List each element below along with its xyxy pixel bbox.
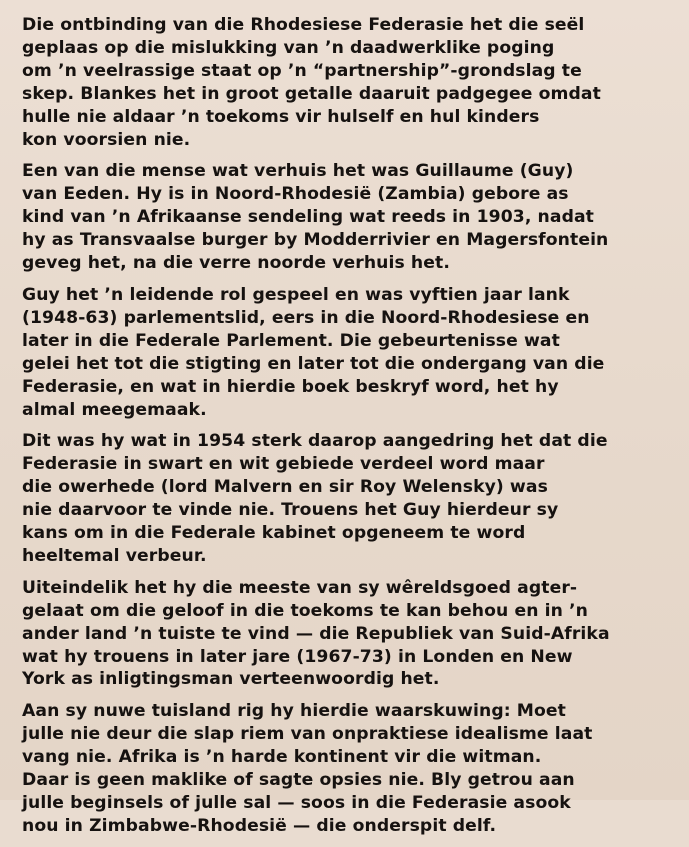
- text-line: kans om in die Federale kabinet opgeneem te word: [22, 523, 526, 544]
- paragraph-3: [22, 284, 672, 421]
- text-line: heeltemal verbeur.: [22, 545, 207, 566]
- text-line: gelaat om die geloof in die toekoms te kan behou en in ’n: [22, 600, 589, 621]
- text-line: julle beginsels of julle sal — soos in die Federasie asook: [22, 793, 571, 813]
- text-line: skep. Blankes het in groot getalle daaruit padgegee omdat: [22, 83, 601, 104]
- paragraph-2: [22, 160, 672, 275]
- text-line: Federasie in swart en wit gebiede verdeel word maar: [22, 454, 545, 475]
- text-line: kon voorsien nie.: [22, 129, 191, 150]
- text-line: julle nie deur die slap riem van onpraktiese idealisme laat: [22, 724, 593, 745]
- text-line: kind van ’n Afrikaanse sendeling wat reeds in 1903, nadat: [22, 207, 594, 228]
- text-line: Federasie, en wat in hierdie boek beskryf word, het hy: [22, 376, 559, 397]
- text-line: wat hy trouens in later jare (1967-73) in Londen en New: [22, 646, 573, 667]
- text-line: ander land ’n tuiste te vind — die Republiek van Suid-Afrika: [22, 623, 610, 644]
- text-line: Uiteindelik het hy die meeste van sy wêreldsgoed agter-: [22, 577, 578, 598]
- text-line: geveg het, na die verre noorde verhuis het.: [22, 253, 450, 274]
- text-line: Daar is geen maklike of sagte opsies nie. Bly getrou aan: [22, 770, 575, 791]
- text-line: later in die Federale Parlement. Die gebeurtenisse wat: [22, 330, 560, 351]
- text-line: almal meegemaak.: [22, 399, 207, 420]
- text-line: nou in Zimbabwe-Rhodesië — die onderspit delf.: [22, 815, 497, 836]
- text-line: gelei het tot die stigting en later tot die ondergang van die: [22, 353, 605, 374]
- paragraph-6: [22, 700, 672, 837]
- paragraph-5: [22, 577, 672, 692]
- text-line: (1948-63) parlementslid, eers in die Noord-Rhodesiese en: [22, 307, 590, 328]
- text-line: Aan sy nuwe tuisland rig hy hierdie waarskuwing: Moet: [22, 701, 566, 722]
- text-line: die owerhede (lord Malvern en sir Roy Welensky) was: [22, 477, 548, 498]
- text-line: hy as Transvaalse burger by Modderrivier en Magersfontein: [22, 230, 609, 251]
- text-line: van Eeden. Hy is in Noord-Rhodesië (Zambia) gebore as: [22, 184, 569, 205]
- text-line: nie daarvoor te vinde nie. Trouens het Guy hierdeur sy: [22, 500, 559, 521]
- text-line: York as inligtingsman verteenwoordig het.: [22, 669, 440, 690]
- text-line: Een van die mense wat verhuis het was Guillaume (Guy): [22, 161, 574, 182]
- text-line: hulle nie aldaar ’n toekoms vir hulself en hul kinders: [22, 106, 540, 127]
- text-line: vang nie. Afrika is ’n harde kontinent vir die witman.: [22, 747, 542, 768]
- text-line: Dit was hy wat in 1954 sterk daarop aangedring het dat die: [22, 431, 608, 452]
- text-line: om ’n veelrassige staat op ’n “partnership”-grondslag te: [22, 60, 582, 81]
- paragraph-4: [22, 430, 672, 567]
- paragraph-1: [22, 14, 672, 151]
- text-line: Guy het ’n leidende rol gespeel en was vyftien jaar lank: [22, 284, 570, 305]
- blurb-text: [22, 14, 672, 847]
- text-line: geplaas op die mislukking van ’n daadwerklike poging: [22, 37, 555, 58]
- text-line: Die ontbinding van die Rhodesiese Federasie het die seël: [22, 15, 585, 35]
